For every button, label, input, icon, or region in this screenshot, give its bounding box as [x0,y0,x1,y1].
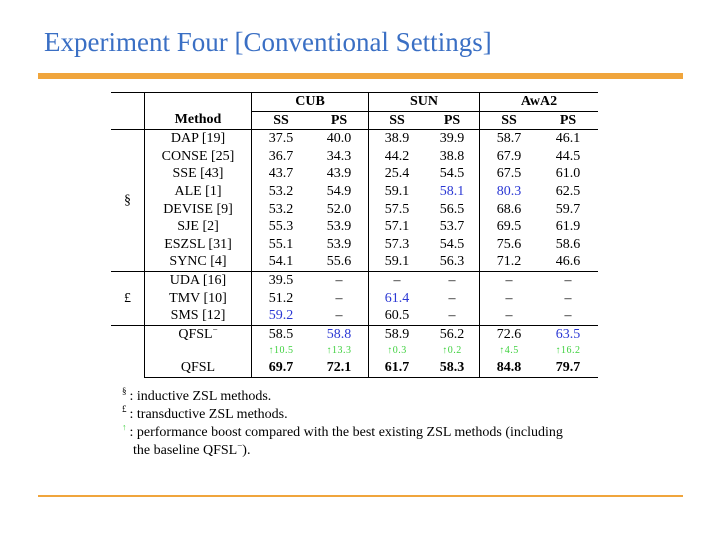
method-cell: DAP [19] [145,130,252,148]
value-cell: 53.2 [268,201,294,217]
method-cell [145,325,252,343]
value-cell: 60.5 [384,308,410,324]
method-cell: QFSL [145,359,252,377]
table-row-qfsl [111,359,598,377]
value-cell: 55.1 [268,236,294,252]
value-cell: 56.5 [425,201,480,219]
method-superscript: − [212,324,218,335]
footnote-boost: ↑ : performance boost compared with the best existing ZSL methods (including [122,422,563,440]
value-cell: 80.3 [496,183,522,199]
value-cell: 53.9 [310,218,369,236]
value-cell: – [505,290,513,306]
boost-cell: ↑0.3 [387,345,407,357]
col-header: PS [310,111,369,130]
method-header: Method [145,111,252,130]
method-cell: SMS [12] [145,307,252,325]
boost-cell: ↑13.3 [310,343,369,359]
results-table [111,92,598,378]
value-cell: 51.2 [268,290,294,306]
value-cell: 84.8 [480,359,539,377]
value-cell: – [505,308,513,324]
section-symbol: £ [111,271,145,325]
value-cell: 58.8 [310,325,369,343]
dataset-header-sun: SUN [369,93,480,112]
value-cell: 59.7 [555,201,581,217]
value-cell: – [369,271,426,289]
method-cell-empty [145,343,252,359]
method-cell: DEVISE [9] [145,201,252,219]
value-cell: – [425,307,480,325]
table-row [111,165,598,183]
section-symbol-empty [111,325,145,377]
method-cell: ALE [1] [145,183,252,201]
table-row [111,218,598,236]
method-cell: SJE [2] [145,218,252,236]
pound-mark: £ [122,404,127,415]
col-header: PS [559,112,577,128]
value-cell: 25.4 [384,166,410,182]
value-cell: 59.1 [384,254,410,270]
value-cell: – [564,308,572,324]
value-cell: – [425,271,480,289]
method-cell: SYNC [4] [145,253,252,271]
value-cell: 46.1 [538,130,598,148]
value-cell: 61.7 [369,359,426,377]
value-cell: 62.5 [555,183,581,199]
value-cell: 46.6 [555,254,581,270]
value-cell: 44.2 [384,148,410,164]
method-cell: CONSE [25] [145,148,252,166]
value-cell: 55.3 [268,219,294,235]
value-cell: 43.9 [310,165,369,183]
value-cell: 69.7 [252,359,311,377]
value-cell: 57.1 [384,219,410,235]
value-cell: 67.9 [496,148,522,164]
value-cell: 53.2 [268,183,294,199]
table-row-boost [111,343,598,359]
dataset-header-awa2: AwA2 [480,93,599,112]
table-row-qfsl-baseline [111,325,598,343]
value-cell: 43.7 [268,166,294,182]
value-cell: 37.5 [252,130,311,148]
table-row [111,253,598,271]
table-row [111,290,598,308]
value-cell: 58.9 [369,325,426,343]
footnote-boost-continued: the baseline QFSL−). [133,440,251,458]
value-cell: 61.0 [555,166,581,182]
table-row [111,183,598,201]
value-cell: 53.9 [310,236,369,254]
method-cell: ESZSL [31] [145,236,252,254]
value-cell: 58.7 [480,130,539,148]
value-cell: 54.1 [268,254,294,270]
value-cell: 57.3 [384,236,410,252]
value-cell: – [310,307,369,325]
value-cell: 72.1 [310,359,369,377]
value-cell: 39.9 [425,130,480,148]
value-cell: 38.8 [425,148,480,166]
value-cell: 58.3 [425,359,480,377]
value-cell: – [425,290,480,308]
value-cell: 38.9 [369,130,426,148]
value-cell: 36.7 [268,148,294,164]
table-row [111,307,598,325]
footnotes [122,388,622,460]
table-row [111,148,598,166]
value-cell: 75.6 [496,236,522,252]
table-row [111,130,598,148]
bottom-accent-rule [38,495,683,497]
value-cell: 55.6 [310,253,369,271]
dataset-header-cub: CUB [252,93,369,112]
results-table-container [111,92,598,378]
boost-cell: ↑16.2 [555,345,581,357]
top-accent-rule [38,73,683,79]
col-header: SS [501,112,517,128]
value-cell: – [310,271,369,289]
value-cell: 59.1 [384,183,410,199]
value-cell: 68.6 [496,201,522,217]
value-cell: 61.4 [384,290,410,306]
value-cell: 58.5 [252,325,311,343]
section-symbol: § [111,130,145,272]
value-cell: 56.2 [425,325,480,343]
value-cell: 58.1 [425,183,480,201]
slide-title: Experiment Four [Conventional Settings] [44,27,492,57]
footnote-inductive: § : inductive ZSL methods. [122,386,272,404]
value-cell: 44.5 [555,148,581,164]
value-cell: – [480,271,539,289]
value-cell: – [564,290,572,306]
value-cell: 53.7 [425,218,480,236]
value-cell: 39.5 [252,271,311,289]
method-cell: UDA [16] [145,271,252,289]
value-cell: 54.5 [425,236,480,254]
column-header-row [111,111,598,130]
footnote-transductive: £ : transductive ZSL methods. [122,404,288,422]
value-cell: 58.6 [555,236,581,252]
value-cell: 72.6 [480,325,539,343]
value-cell: 69.5 [496,219,522,235]
method-name: QFSL [178,326,213,342]
up-arrow-icon: ↑ [122,422,127,433]
method-cell: SSE [43] [145,165,252,183]
boost-cell: ↑0.2 [425,343,480,359]
col-header: PS [425,111,480,130]
value-cell: 59.2 [268,308,294,324]
value-cell: 54.5 [425,165,480,183]
value-cell: 54.9 [310,183,369,201]
value-cell: 56.3 [425,253,480,271]
value-cell: 71.2 [496,254,522,270]
value-cell: 67.5 [496,166,522,182]
col-header: SS [389,112,405,128]
value-cell: 79.7 [538,359,598,377]
value-cell: 52.0 [310,201,369,219]
value-cell: 63.5 [538,325,598,343]
dataset-header-row [111,93,598,112]
value-cell: 61.9 [555,219,581,235]
value-cell: – [538,271,598,289]
table-row [111,201,598,219]
value-cell: – [310,290,369,308]
col-header: SS [273,112,289,128]
boost-cell: ↑4.5 [499,345,519,357]
table-row [111,271,598,289]
section-mark: § [122,386,127,397]
value-cell: 40.0 [310,130,369,148]
value-cell: 57.5 [384,201,410,217]
table-row [111,236,598,254]
boost-cell: ↑10.5 [268,345,294,357]
value-cell: 34.3 [310,148,369,166]
method-cell: TMV [10] [145,290,252,308]
